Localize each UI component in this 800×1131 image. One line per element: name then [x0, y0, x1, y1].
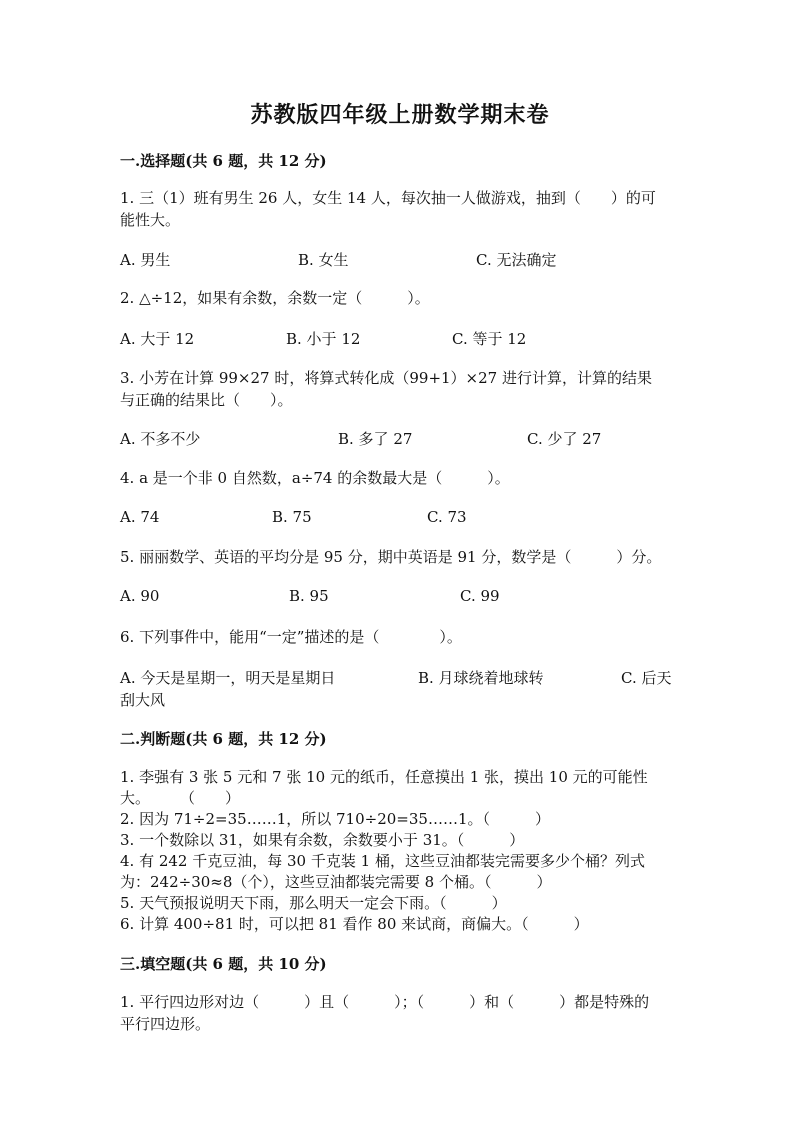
q2-option-b: B. 小于 12 — [286, 330, 361, 348]
q1-text-line1: 1. 三（1）班有男生 26 人，女生 14 人，每次抽一人做游戏，抽到（ ）的可 — [120, 189, 656, 207]
section-2-heading: 二.判断题(共 6 题，共 12 分) — [120, 730, 327, 748]
q3-text-line2: 与正确的结果比（ ）。 — [120, 391, 293, 409]
q4-option-b: B. 75 — [272, 508, 312, 526]
fill-line-1: 1. 平行四边形对边（ ）且（ ）；（ ）和（ ）都是特殊的 — [120, 993, 650, 1011]
q4-option-c: C. 73 — [427, 508, 467, 526]
q6-option-b: B. 月球绕着地球转 — [418, 669, 544, 687]
judge-line-6: 为：242÷30≈8（个），这些豆油都装完需要 8 个桶。（ ） — [120, 873, 552, 891]
q4-option-a: A. 74 — [120, 508, 160, 526]
judge-line-7: 5. 天气预报说明天下雨，那么明天一定会下雨。（ ） — [120, 894, 507, 912]
q1-option-b: B. 女生 — [298, 251, 349, 269]
section-1-heading: 一.选择题(共 6 题，共 12 分) — [120, 152, 327, 170]
q3-text-line1: 3. 小芳在计算 99×27 时，将算式转化成（99+1）×27 进行计算，计算的结果 — [120, 369, 652, 387]
q1-option-c: C. 无法确定 — [476, 251, 557, 269]
q3-option-b: B. 多了 27 — [338, 430, 413, 448]
q2-text: 2. △÷12，如果有余数，余数一定（ ）。 — [120, 289, 430, 307]
q4-text: 4. a 是一个非 0 自然数，a÷74 的余数最大是（ ）。 — [120, 469, 510, 487]
q3-option-c: C. 少了 27 — [527, 430, 602, 448]
q6-option-a: A. 今天是星期一，明天是星期日 — [120, 669, 336, 687]
q5-option-b: B. 95 — [289, 587, 329, 605]
judge-line-2: 大。 （ ） — [120, 789, 241, 807]
q1-text-line2: 能性大。 — [120, 211, 181, 229]
q5-text: 5. 丽丽数学、英语的平均分是 95 分，期中英语是 91 分，数学是（ ）分。 — [120, 548, 662, 566]
q3-option-a: A. 不多不少 — [120, 430, 201, 448]
q1-option-a: A. 男生 — [120, 251, 171, 269]
q6-text: 6. 下列事件中，能用“一定”描述的是（ ）。 — [120, 628, 462, 646]
q6-option-c: C. 后天 — [621, 669, 672, 687]
q2-option-c: C. 等于 12 — [452, 330, 527, 348]
q5-option-c: C. 99 — [460, 587, 500, 605]
judge-line-1: 1. 李强有 3 张 5 元和 7 张 10 元的纸币，任意摸出 1 张，摸出 10 元的可能性 — [120, 768, 648, 786]
q5-option-a: A. 90 — [120, 587, 160, 605]
judge-line-3: 2. 因为 71÷2=35……1，所以 710÷20=35……1。（ ） — [120, 810, 550, 828]
judge-line-8: 6. 计算 400÷81 时，可以把 81 看作 80 来试商，商偏大。（ ） — [120, 915, 589, 933]
section-3-heading: 三.填空题(共 6 题，共 10 分) — [120, 955, 327, 973]
judge-line-5: 4. 有 242 千克豆油，每 30 千克装 1 桶，这些豆油都装完需要多少个桶？列式 — [120, 852, 645, 870]
page-title: 苏教版四年级上册数学期末卷 — [250, 102, 550, 128]
fill-line-2: 平行四边形。 — [120, 1015, 211, 1033]
q2-option-a: A. 大于 12 — [120, 330, 195, 348]
q6-option-c-wrap: 刮大风 — [120, 691, 166, 709]
judge-line-4: 3. 一个数除以 31，如果有余数，余数要小于 31。（ ） — [120, 831, 525, 849]
